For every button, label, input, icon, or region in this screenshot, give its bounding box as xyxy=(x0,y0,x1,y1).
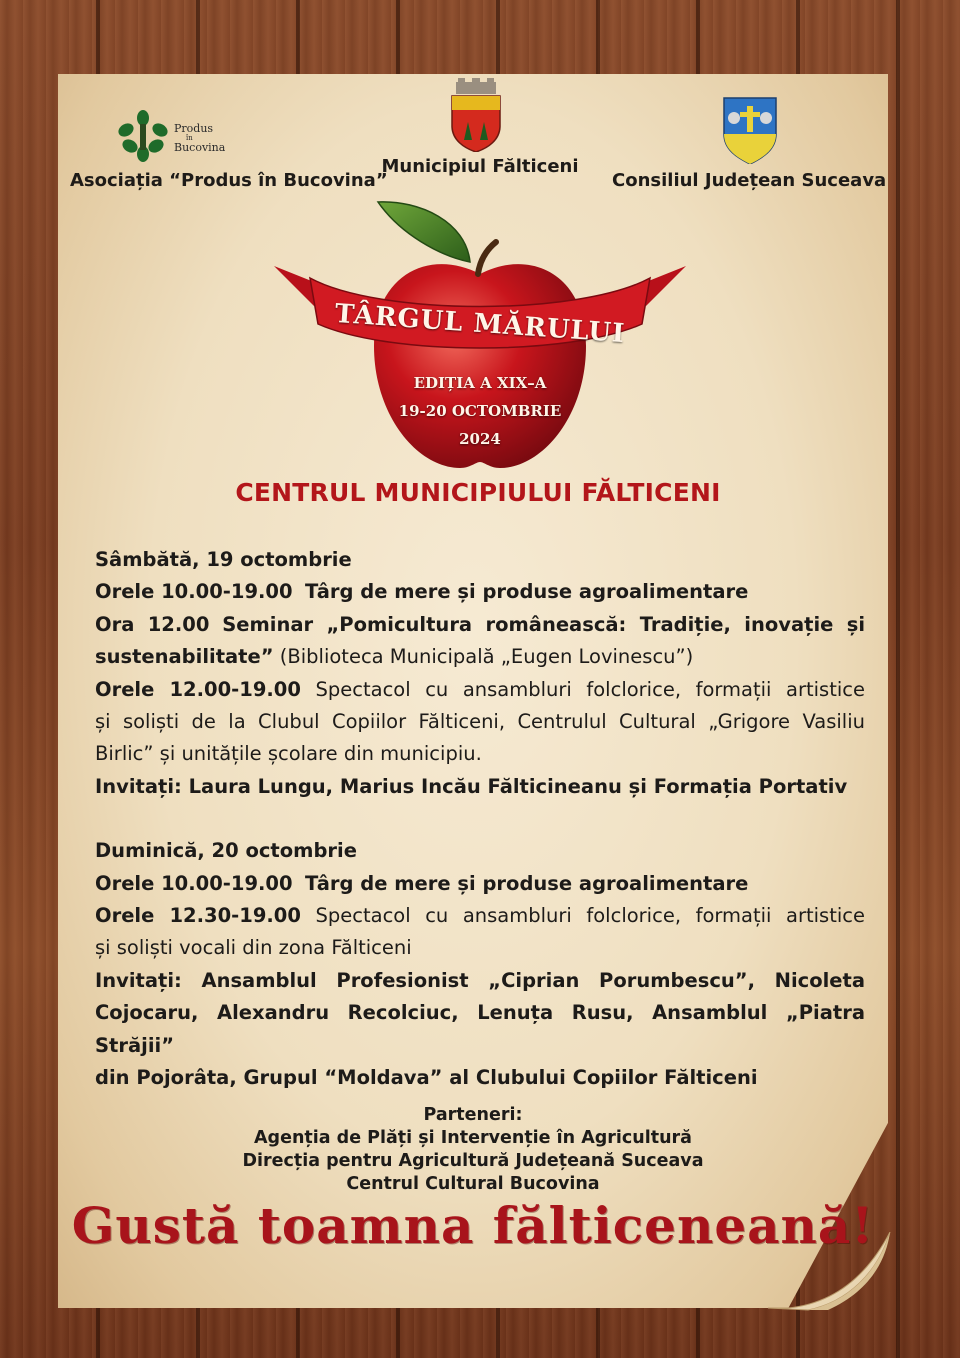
org-label-left: Asociația “Produs în Bucovina” xyxy=(70,170,388,191)
time-label: Ora 12.00 xyxy=(95,612,210,636)
org-label-right: Consiliul Județean Suceava xyxy=(612,170,887,191)
program-section xyxy=(95,544,865,1095)
sunday-item-2-cont: și soliști vocali din zona Fălticeni xyxy=(95,936,412,960)
sunday-guests-2: Cojocaru, Alexandru Recolciuc, Lenuța Rusu, Ansamblul „Piatra Străjii” xyxy=(95,1001,865,1057)
sunday-item-2 xyxy=(95,900,865,932)
activity-text: Spectacol cu ansambluri folclorice, formații artistice xyxy=(315,677,865,701)
saturday-item-1 xyxy=(95,576,865,608)
event-dates: 19-20 OCTOMBRIE xyxy=(398,402,562,420)
saturday-heading: Sâmbătă, 19 octombrie xyxy=(95,548,352,571)
partner-item: Direcția pentru Agricultură Județeană Suceava xyxy=(242,1151,704,1171)
saturday-guests: Invitați: Laura Lungu, Marius Incău Fălticineanu și Formația Portativ xyxy=(95,774,848,798)
event-edition: EDIȚIA A XIX–A xyxy=(413,374,547,392)
slogan: Gustă toamna fălticeneană! xyxy=(71,1196,875,1255)
event-year: 2024 xyxy=(459,430,501,448)
event-venue: CENTRUL MUNICIPIULUI FĂLTICENI xyxy=(235,478,721,507)
brand-line-1: Produs xyxy=(174,122,214,135)
saturday-item-3 xyxy=(95,674,865,706)
saturday-item-2 xyxy=(95,609,865,641)
activity-text: Târg de mere și produse agroalimentare xyxy=(304,871,749,895)
saturday-item-3-cont: și soliști de la Clubul Copiilor Fălticeni, Centrulul Cultural „Grigore Vasiliu xyxy=(95,710,865,734)
time-label: Orele 12.30-19.00 xyxy=(95,904,301,928)
activity-text: Spectacol cu ansambluri folclorice, formații artistice xyxy=(315,904,865,928)
partners-heading: Parteneri: xyxy=(423,1105,523,1125)
saturday-item-3-end: Birlic” și unitățile școlare din municipiu. xyxy=(95,742,482,766)
event-emblem xyxy=(270,196,690,476)
time-label: Orele 12.00-19.00 xyxy=(95,677,301,701)
partner-item: Agenția de Plăți și Intervenție în Agricultură xyxy=(254,1128,692,1148)
day-spacer xyxy=(95,803,865,835)
partner-item: Centrul Cultural Bucovina xyxy=(346,1174,600,1194)
activity-location: (Biblioteca Municipală „Eugen Lovinescu”) xyxy=(279,645,694,669)
sunday-guests-1: Invitați: Ansamblul Profesionist „Ciprian Porumbescu”, Nicoleta xyxy=(95,968,865,992)
city-coat-of-arms-icon xyxy=(448,78,504,152)
sunday-guests-3: din Pojorâta, Grupul “Moldava” al Clubului Copiilor Fălticeni xyxy=(95,1066,758,1090)
leaf-tree-icon xyxy=(114,110,172,162)
saturday-item-2-cont xyxy=(95,641,865,673)
brand-text xyxy=(174,122,225,154)
county-coat-of-arms-icon xyxy=(720,94,780,164)
time-label: Orele 10.00-19.00 xyxy=(95,871,293,895)
brand-line-3: Bucovina xyxy=(174,141,226,154)
activity-text: Târg de mere și produse agroalimentare xyxy=(304,580,749,604)
org-label-middle: Municipiul Fălticeni xyxy=(381,156,579,177)
activity-text: Seminar „Pomicultura românească: Tradiție, inovație și xyxy=(222,612,866,636)
partners-section xyxy=(58,1104,888,1196)
brand-line-2: în xyxy=(186,134,193,142)
time-label: Orele 10.00-19.00 xyxy=(95,580,293,604)
activity-text: sustenabilitate” xyxy=(95,645,274,669)
event-title: TÂRGUL MĂRULUI xyxy=(333,298,627,350)
sunday-heading: Duminică, 20 octombrie xyxy=(95,839,357,863)
sunday-item-1 xyxy=(95,868,865,900)
